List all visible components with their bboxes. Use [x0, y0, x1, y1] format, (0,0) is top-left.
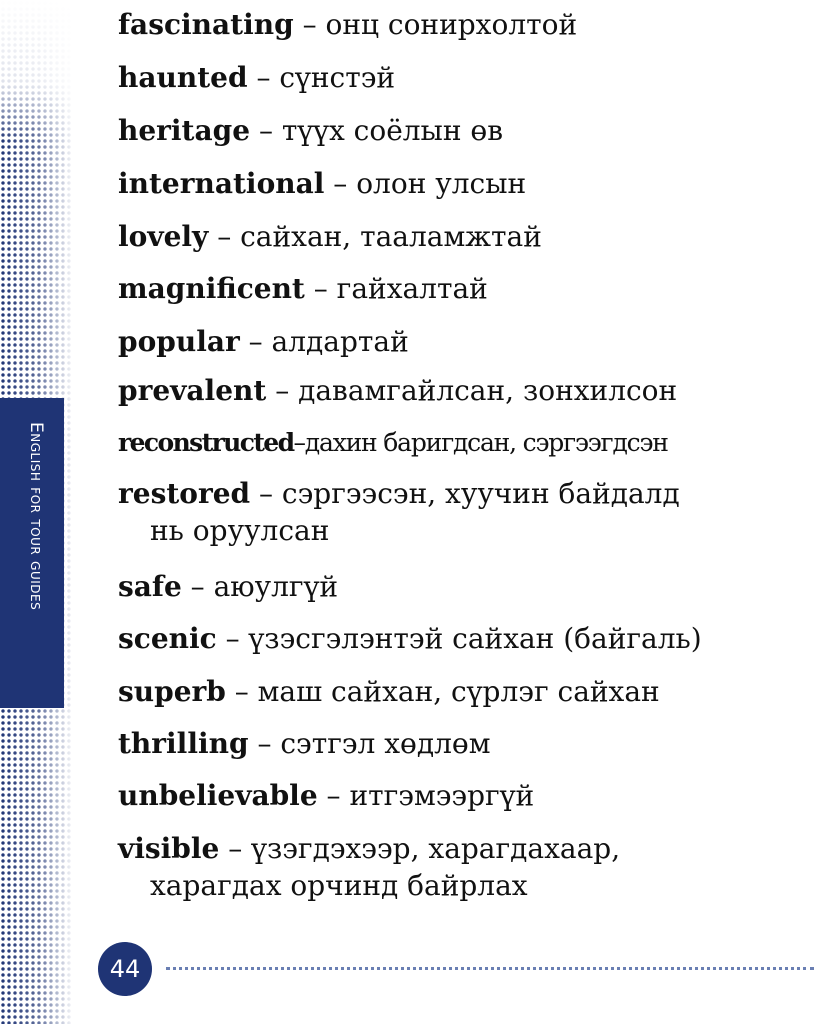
glossary-definition: давамгайлсан, зонхилсон [298, 374, 678, 407]
sidebar-fade [0, 0, 72, 140]
glossary-entry [118, 830, 718, 904]
glossary-term: reconstructed [118, 428, 294, 457]
glossary-term: unbelievable [118, 779, 318, 812]
glossary-separator: – [225, 622, 240, 655]
glossary-entry [118, 112, 718, 149]
glossary-entry [118, 270, 718, 307]
glossary-separator: – [234, 675, 249, 708]
glossary-term: haunted [118, 61, 248, 94]
glossary-separator: – [313, 272, 328, 305]
glossary-separator: – [326, 779, 341, 812]
glossary-entry [118, 424, 718, 461]
glossary-separator: – [256, 61, 271, 94]
glossary-definition: сайхан, тааламжтай [240, 220, 542, 253]
glossary-definition: онц сонирхолтой [325, 8, 578, 41]
glossary-separator: – [228, 832, 243, 865]
glossary-separator: – [257, 727, 272, 760]
glossary-separator: – [258, 114, 273, 147]
glossary-definition: сүнстэй [279, 61, 396, 94]
glossary-separator: – [293, 428, 305, 457]
glossary-definition: үзэгдэхээр, харагдахаар, [251, 832, 621, 865]
glossary-definition: сэтгэл хөдлөм [280, 727, 491, 760]
glossary-separator: – [190, 570, 205, 603]
glossary-term: popular [118, 325, 240, 358]
footer-dotted-rule [166, 967, 814, 970]
glossary-term: heritage [118, 114, 251, 147]
glossary-separator: – [217, 220, 232, 253]
glossary-entry [118, 6, 718, 43]
glossary-definition: итгэмээргүй [349, 779, 535, 812]
glossary-term: prevalent [118, 374, 267, 407]
glossary-separator: – [302, 8, 317, 41]
glossary-entry [118, 568, 718, 605]
glossary-separator: – [275, 374, 290, 407]
glossary-definition: дахин баригдсан, сэргээгдсэн [304, 428, 668, 457]
glossary-entry [118, 725, 718, 762]
glossary-definition: үзэсгэлэнтэй сайхан (байгаль) [248, 622, 702, 655]
glossary-entry [118, 372, 718, 409]
glossary-term: fascinating [118, 8, 294, 41]
glossary-term: scenic [118, 622, 217, 655]
glossary-term: thrilling [118, 727, 249, 760]
glossary-entry [118, 59, 718, 96]
glossary-entry [118, 323, 718, 360]
glossary-entry [118, 218, 718, 255]
sidebar-title: English for tour guides [26, 422, 46, 611]
glossary-term: safe [118, 570, 182, 603]
glossary-entry [118, 673, 718, 710]
glossary-term: lovely [118, 220, 209, 253]
glossary-term: restored [118, 477, 251, 510]
glossary-separator: – [248, 325, 263, 358]
glossary-term: visible [118, 832, 220, 865]
glossary-definition: олон улсын [356, 167, 527, 200]
glossary-entry [118, 620, 718, 657]
glossary-separator: – [333, 167, 348, 200]
glossary-entry [118, 777, 718, 814]
glossary-definition: сэргээсэн, хуучин байдалд [281, 477, 680, 510]
glossary-definition: алдартай [271, 325, 409, 358]
page-number: 44 [109, 955, 141, 983]
glossary-term: magnificent [118, 272, 305, 305]
page-number-badge [98, 942, 152, 996]
glossary-entry [118, 475, 718, 549]
glossary-definition: гайхалтай [336, 272, 488, 305]
glossary-entry [118, 165, 718, 202]
glossary-term: international [118, 167, 325, 200]
glossary-term: superb [118, 675, 226, 708]
glossary-separator: – [259, 477, 273, 510]
glossary-definition-continued: нь оруулсан [150, 514, 330, 547]
glossary-definition: түүх соёлын өв [281, 114, 504, 147]
glossary-definition-continued: харагдах орчинд байрлах [150, 869, 528, 902]
glossary-definition: аюулгүй [213, 570, 339, 603]
glossary-definition: маш сайхан, сүрлэг сайхан [257, 675, 660, 708]
